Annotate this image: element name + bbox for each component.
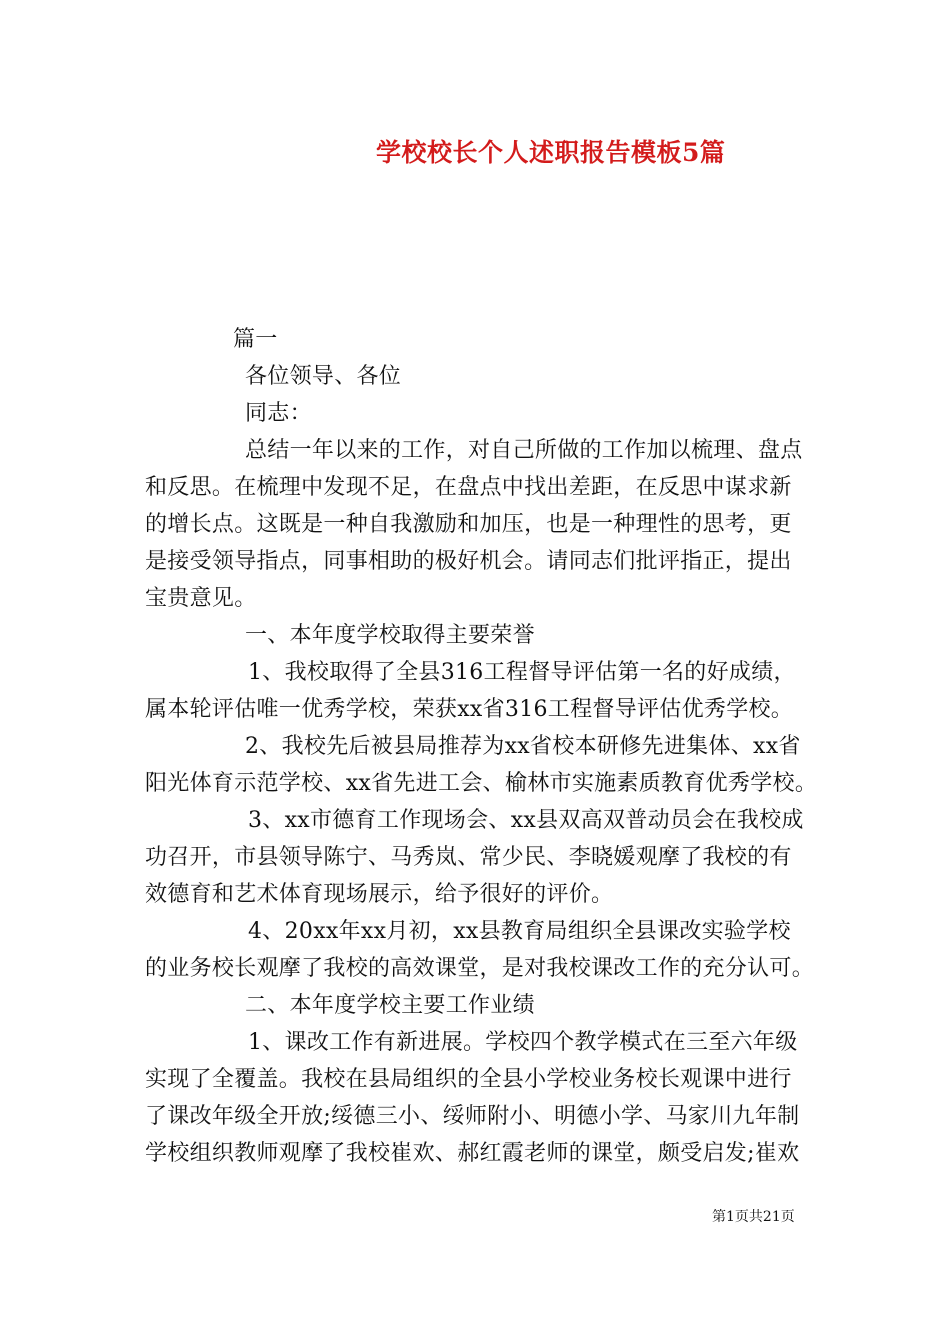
paragraph-line: 是接受领导指点，同事相助的极好机会。请同志们批评指正，提出 (145, 549, 792, 574)
paragraph-line: 功召开，市县领导陈宁、马秀岚、常少民、李晓媛观摩了我校的有 (145, 845, 792, 870)
page-number: 第1页共21页 (712, 1209, 795, 1225)
paragraph-line: 4、20xx年xx月初，xx县教育局组织全县课改实验学校 (248, 919, 791, 944)
document-title: 学校校长个人述职报告模板5篇 (376, 138, 726, 167)
salutation-line: 各位领导、各位 (245, 364, 402, 389)
paragraph-line: 学校组织教师观摩了我校崔欢、郝红霞老师的课堂，颇受启发;崔欢 (145, 1141, 800, 1166)
section-label: 篇一 (233, 327, 278, 352)
paragraph-line: 的增长点。这既是一种自我激励和加压，也是一种理性的思考，更 (145, 512, 792, 537)
paragraph-line: 3、xx市德育工作现场会、xx县双高双普动员会在我校成 (248, 808, 804, 833)
paragraph-line: 和反思。在梳理中发现不足，在盘点中找出差距，在反思中谋求新 (145, 475, 792, 500)
paragraph-line: 总结一年以来的工作，对自己所做的工作加以梳理、盘点 (245, 438, 803, 463)
paragraph-line: 属本轮评估唯一优秀学校，荣获xx省316工程督导评估优秀学校。 (145, 697, 794, 722)
paragraph-line: 2、我校先后被县局推荐为xx省校本研修先进集体、xx省 (245, 734, 801, 759)
paragraph-line: 实现了全覆盖。我校在县局组织的全县小学校业务校长观课中进行 (145, 1067, 792, 1092)
paragraph-line: 阳光体育示范学校、xx省先进工会、榆林市实施素质教育优秀学校。 (145, 771, 818, 796)
paragraph-line: 宝贵意见。 (145, 586, 257, 611)
paragraph-line: 了课改年级全开放;绥德三小、绥师附小、明德小学、马家川九年制 (145, 1104, 800, 1129)
paragraph-line: 1、我校取得了全县316工程督导评估第一名的好成绩， (248, 660, 796, 685)
paragraph-line: 的业务校长观摩了我校的高效课堂，是对我校课改工作的充分认可。 (145, 956, 815, 981)
salutation-line: 同志： (245, 401, 312, 426)
paragraph-line: 1、课改工作有新进展。学校四个教学模式在三至六年级 (248, 1030, 798, 1055)
paragraph-line: 效德育和艺术体育现场展示，给予很好的评价。 (145, 882, 614, 907)
section-heading: 二、本年度学校主要工作业绩 (245, 993, 535, 1018)
section-heading: 一、本年度学校取得主要荣誉 (245, 623, 535, 648)
